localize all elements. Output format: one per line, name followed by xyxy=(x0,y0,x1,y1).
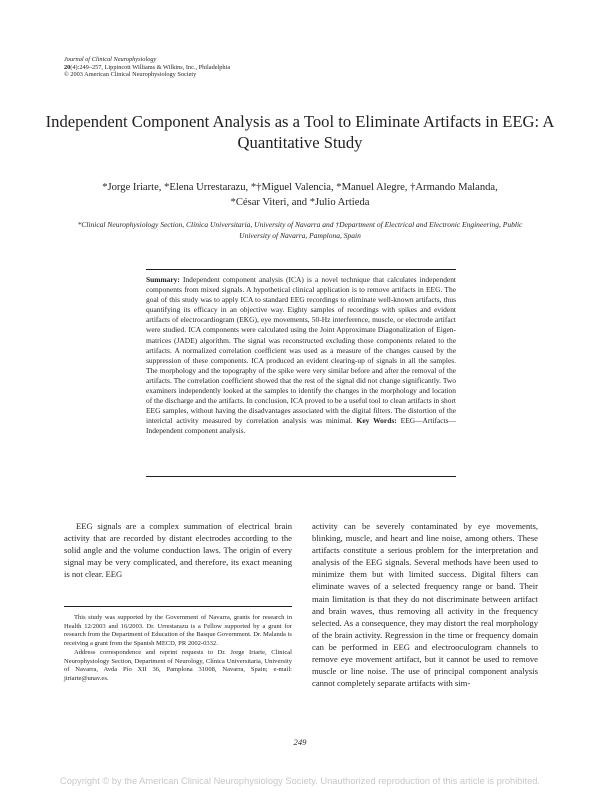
footnote-rule xyxy=(64,606,292,607)
body-left-column xyxy=(64,520,292,580)
affiliation: *Clinical Neurophysiology Section, Clínica Universitaria, University of Navarra and †Department of Electrical and Electronic Engineering, Public University of Navarra, Pamplona, Spain xyxy=(77,220,523,240)
authors-line-1: *Jorge Iriarte, *Elena Urrestarazu, *†Miguel Valencia, *Manuel Alegre, †Armando Malanda, xyxy=(102,182,498,193)
authors-line-2: *César Viteri, and *Julio Artieda xyxy=(230,197,370,208)
keywords-text: EEG—Artifacts—Independent component analysis. xyxy=(146,416,457,436)
abstract xyxy=(146,275,456,437)
journal-volume: 20 xyxy=(64,63,71,71)
keywords-label: Key Words: xyxy=(356,416,397,426)
summary-text: Independent component analysis (ICA) is a novel technique that calculates independent components from mixed signals. A hypothetical clinical application is to remove artifacts in EEG. The goal of this study was to apply ICA to standard EEG recordings to eliminate well-known artifacts, thus quantifying its efficacy in an objective way. Eighty samples of recordings with spikes and evident artifacts of electrocardiogram (EKG), eye movements, 50-Hz interference, muscle, or electrode artifact were studied. ICA components were calculated using the Joint Approximate Diagonalization of Eigen-matrices (JADE) algorithm. The signal was reconstructed excluding those components related to the artifacts. A normalized correlation coefficient was used as a measure of the changes caused by the suppression of these components. ICA produced an evident clearing-up of signals in all the samples. The morphology and the topography of the spike were very similar before and after the removal of the artifacts. The correlation coefficient showed that the rest of the signal did not change significantly. Two examiners independently looked at the samples to identify the changes in the morphology and location of the discharge and the artifacts. In conclusion, ICA proved to be a useful tool to clean artifacts in short EEG samples, without having the disadvantages associated with the digital filters. The distortion of the interictal activity measured by correlation analysis was minimal. xyxy=(146,275,456,426)
article-title: Independent Component Analysis as a Tool to Eliminate Artifacts in EEG: A Quantitative Study xyxy=(45,112,555,152)
abstract-top-rule xyxy=(146,269,456,270)
journal-copyright: © 2003 American Clinical Neurophysiology Society xyxy=(64,71,197,79)
footnotes xyxy=(64,614,292,684)
body-right-column xyxy=(312,520,538,689)
summary-label: Summary: xyxy=(146,275,180,284)
author-list xyxy=(40,180,560,210)
correspondence-footnote: Address correspondence and reprint requests to Dr. Jorge Iriarte, Clinical Neurophysiology Section, Department of Neurology, Clínica Universitaria, University of Navarra, Avda Pío XII 36, Pamplona 31008, Navarra, Spain; e-mail: jiriarte@unav.es. xyxy=(64,648,292,682)
journal-name: Journal of Clinical Neurophysiology xyxy=(64,56,157,63)
journal-volume-line xyxy=(64,64,230,72)
funding-footnote: This study was supported by the Government of Navarra, grants for research in Health 12/2003 and 16/2003. Dr. Urrestarazu is a Fellow supported by a grant for research from the Department of Education of the Basque Government. Dr. Malanda is receiving a grant from the Spanish MECD, PR 2002-0332. xyxy=(64,614,292,648)
journal-issue-pages: (4):249–257, Lippincott Williams & Wilkins, Inc., Philadelphia xyxy=(70,63,231,71)
continued-paragraph: activity can be severely contaminated by eye movements, blinking, muscle, and heart and line noise, among others. These artifacts constitute a serious problem for the interpretation and analysis of the EEG signals. Several methods have been used to minimize them but with limited success. Digital filters can eliminate waves of a selected frequency range or band. Their main limitation is that they do not discriminate between artifact and brain waves, thus removing all activity in the frequency selected. As a consequence, they may distort the real morphology of the brain activity. Regression in the time or frequency domain can be performed in EEG and electrooculogram channels to remove eye movement artifact, but it cannot be used to remove muscle or line noise. The use of principal component analysis cannot completely separate artifacts with sim- xyxy=(312,521,538,689)
abstract-bottom-rule xyxy=(146,476,456,477)
journal-header xyxy=(64,56,230,79)
page-number: 249 xyxy=(293,737,307,747)
intro-paragraph: EEG signals are a complex summation of electrical brain activity that are recorded by distant electrodes according to the solid angle and the volume conduction laws. The origin of every signal may be very complicated, and therefore, its exact meaning is not clear. EEG xyxy=(64,521,292,580)
copyright-watermark: Copyright © by the American Clinical Neurophysiology Society. Unauthorized reproduction of this article is prohibited. xyxy=(59,776,541,786)
